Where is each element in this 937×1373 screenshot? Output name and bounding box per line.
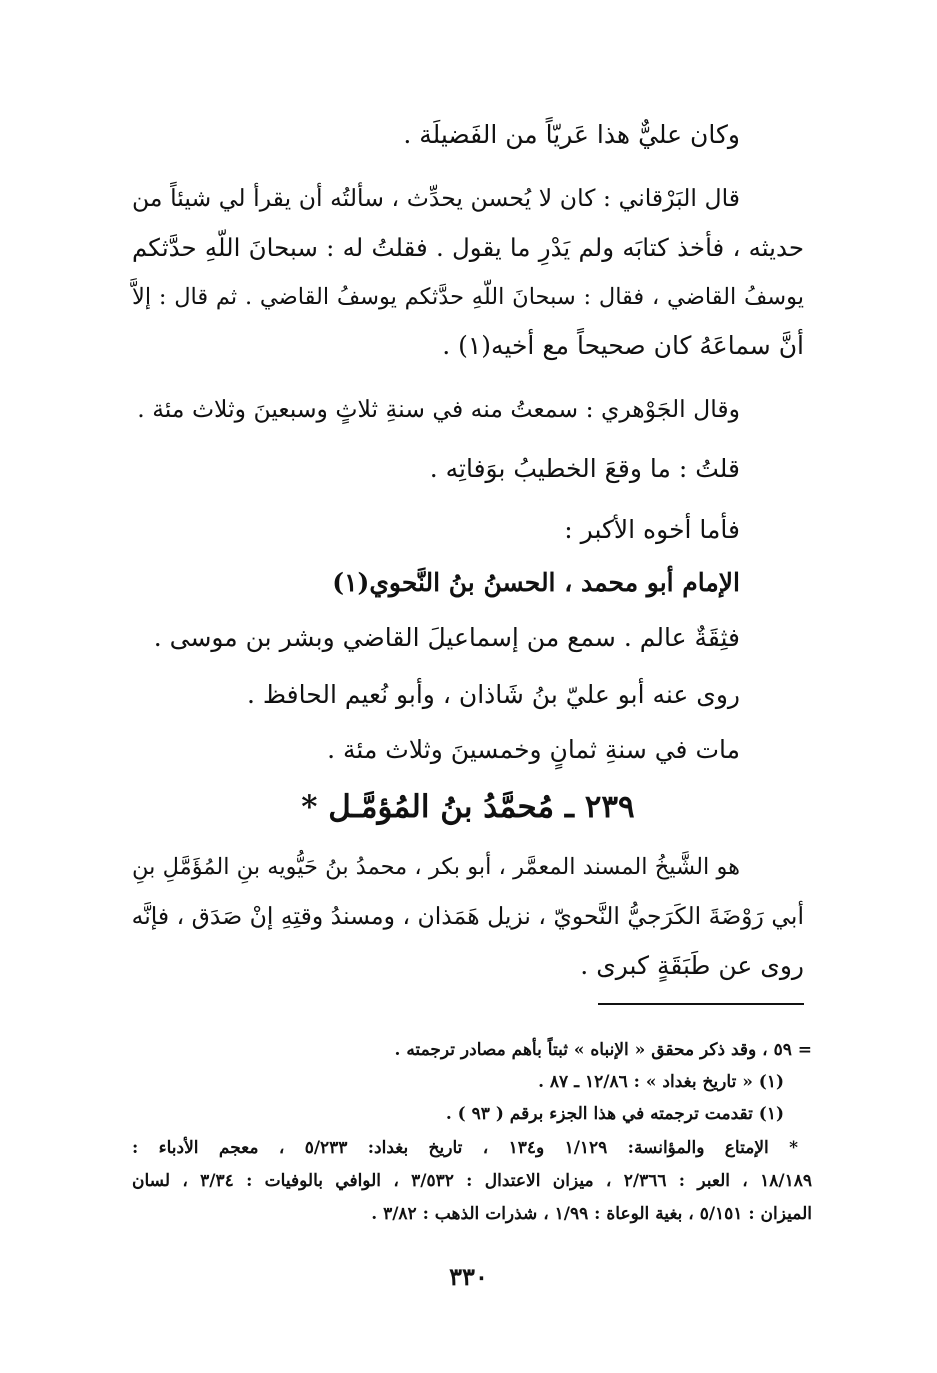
- paragraph-line: فأما أخوه الأكبر :: [564, 515, 740, 544]
- entry-heading: ٢٣٩ ـ مُحمَّدُ بنُ المُؤمَّـل *: [301, 789, 635, 825]
- paragraph-line: يوسفُ القاضي ، فقال : سبحانَ اللّهِ حدَّثكم يوسفُ القاضي . ثم قال : إلاَّ: [132, 284, 804, 310]
- paragraph-line: فثِقَةٌ عالم . سمع من إسماعيلَ القاضي وبشر بن موسى .: [153, 623, 740, 652]
- footnote: ١٨/١٨٩ ، العبر : ٢/٣٦٦ ، ميزان الاعتدال : ٣/٥٣٢ ، الوافي بالوفيات : ٣/٣٤ ، لسان: [132, 1171, 812, 1191]
- paragraph-line: وكان عليٌّ هذا عَريّاً من الفَضيلَة .: [403, 120, 740, 149]
- paragraph-line: هو الشَّيخُ المسند المعمَّر ، أبو بكر ، محمدُ بنُ حَيُّويه بنِ المُؤَمَّلِ بنِ: [132, 854, 740, 880]
- paragraph-line: روى عن طَبَقَةٍ كبرى .: [580, 951, 804, 980]
- paragraph-line: روى عنه أبو عليّ بنُ شَاذان ، وأبو نُعيم الحافظ .: [247, 680, 740, 709]
- paragraph-line: قلتُ : ما وقعَ الخطيبُ بوَفاتِه .: [429, 454, 740, 483]
- paragraph-line: أبي رَوْضَةَ الكَرَجيُّ النَّحويّ ، نزيل هَمَذان ، ومسندُ وقتِهِ إنْ صَدَق ، فإنَّه: [131, 902, 804, 930]
- paragraph-line: قال البَرْقاني : كان لا يُحسن يحدِّث ، سألتُه أن يقرأ لي شيئاً من: [132, 184, 740, 212]
- footnote: = ٥٩ ، وقد ذكر محقق « الإنباه » ثبتاً بأهم مصادر ترجمته .: [394, 1040, 812, 1060]
- footnote-separator: [598, 1003, 804, 1005]
- footnote: (١) « تاريخ بغداد » : ١٢/٨٦ ـ ٨٧ .: [538, 1072, 784, 1092]
- page-number: ٣٣٠: [449, 1262, 488, 1291]
- paragraph-line: حديثه ، فأخذ كتابَه ولم يَدْرِ ما يقول . فقلتُ له : سبحانَ اللّهِ حدَّثكم: [132, 233, 804, 262]
- footnote: (١) تقدمت ترجمته في هذا الجزء برقم ( ٩٣ ) .: [445, 1104, 784, 1124]
- footnote: الميزان : ٥/١٥١ ، بغية الوعاة : ١/٩٩ ، شذرات الذهب : ٣/٨٢ .: [371, 1204, 812, 1224]
- paragraph-line: أنَّ سماعَهُ كان صحيحاً مع أخيه(١) .: [442, 331, 804, 360]
- footnote: * الإمتاع والمؤانسة: ١/١٢٩ و١٣٤ ، تاريخ بغداد: ٥/٢٣٣ ، معجم الأدباء :: [132, 1138, 798, 1158]
- paragraph-line: مات في سنةِ ثمانٍ وخمسينَ وثلاث مئة .: [327, 735, 740, 764]
- paragraph-line: وقال الجَوْهري : سمعتُ منه في سنةِ ثلاثٍ وسبعينَ وثلاث مئة .: [137, 395, 740, 423]
- subheading: الإمام أبو محمد ، الحسنُ بنُ النَّحوي(١): [332, 568, 740, 597]
